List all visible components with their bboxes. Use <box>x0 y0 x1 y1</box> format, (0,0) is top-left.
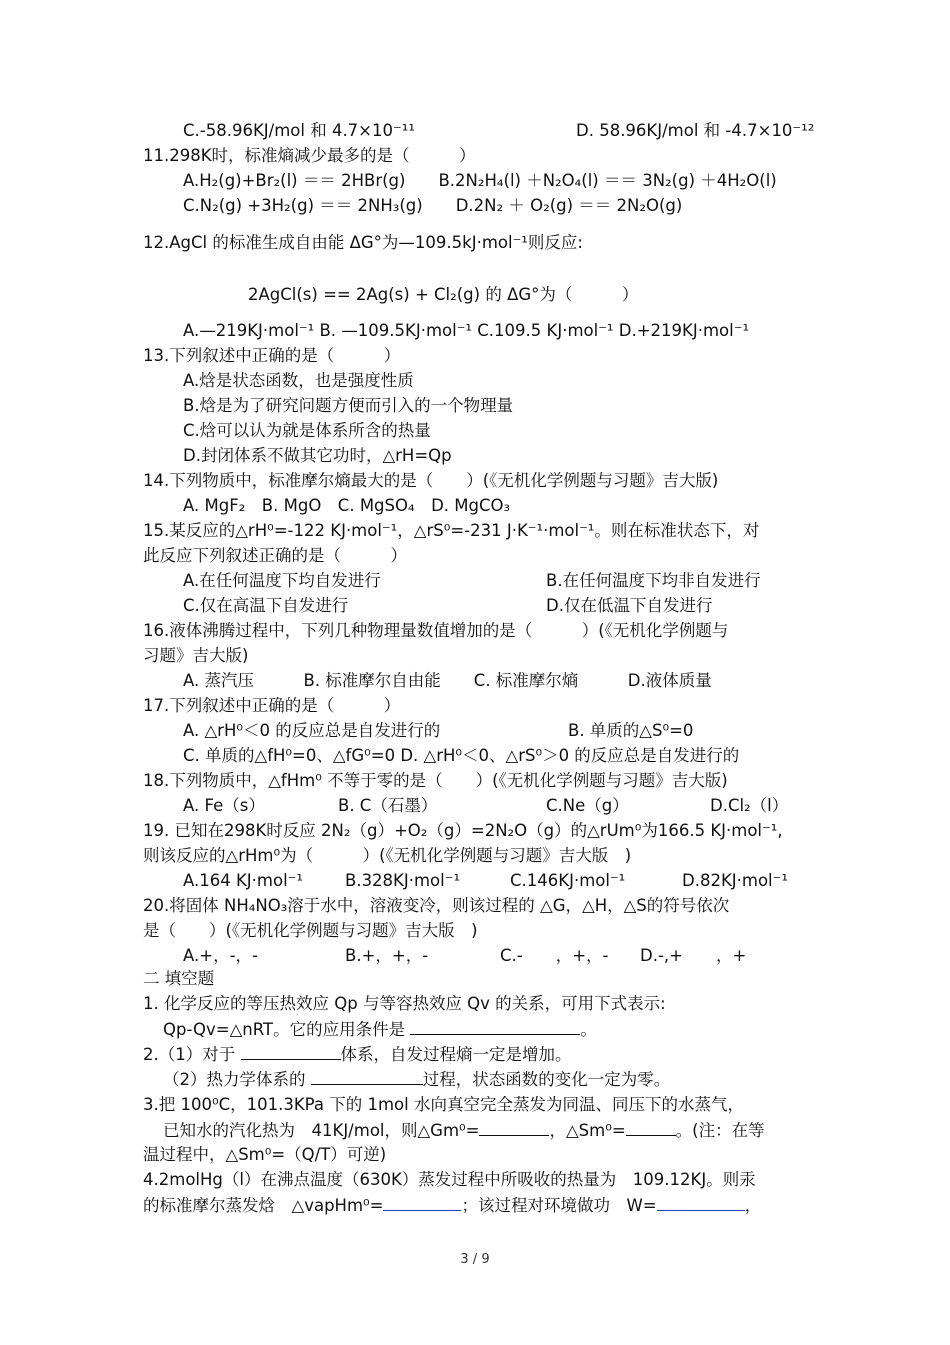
fill-q4-stem: 4.2molHg（l）在沸点温度（630K）蒸发过程中所吸收的热量为 109.12KJ。则汞 <box>143 1170 756 1189</box>
q11-stem: 11.298K时，标准熵减少最多的是（ ） <box>143 146 476 165</box>
q14-stem: 14.下列物质中，标准摩尔熵最大的是（ ）(《无机化学例题与习题》吉大版) <box>143 471 719 490</box>
fill-q3-line2 <box>163 1119 765 1142</box>
fill-q3-text: 已知水的汽化热为 41KJ/mol，则△Gm⁰= <box>163 1121 480 1140</box>
q19-option-c: C.146KJ·mol⁻¹ <box>510 871 626 890</box>
q20-stem-cont: 是（ ）(《无机化学例题与习题》吉大版 ) <box>143 921 478 940</box>
q14-options: A. MgF₂ B. MgO C. MgSO₄ D. MgCO₃ <box>183 496 511 515</box>
q19-stem: 19. 已知在298K时反应 2N₂（g）+O₂（g）=2N₂O（g）的△rUm⁰为166.5 KJ·mol⁻¹, <box>143 821 783 840</box>
q15-stem: 15.某反应的△rH⁰=-122 KJ·mol⁻¹，△rS⁰=-231 J·K⁻¹·mol⁻¹。则在标准状态下，对 <box>143 521 760 540</box>
fill-q2-blank-2[interactable] <box>311 1068 423 1085</box>
q16-stem-cont: 习题》吉大版) <box>143 646 249 665</box>
q18-option-c: C.Ne（g） <box>546 796 629 815</box>
fill-q1-stem: 1. 化学反应的等压热效应 Qp 与等容热效应 Qv 的关系，可用下式表示: <box>143 994 666 1013</box>
fill-q4-mid: ；该过程对环境做功 W= <box>461 1196 657 1215</box>
q20-option-a: A.+，-，- <box>183 946 258 965</box>
fill-q2-part2 <box>163 1068 670 1091</box>
fill-q2-part1-text: 2.（1）对于 <box>143 1045 236 1064</box>
fill-q4-line2 <box>143 1194 761 1217</box>
q13-stem: 13.下列叙述中正确的是（ ） <box>143 346 401 365</box>
q19-option-a: A.164 KJ·mol⁻¹ <box>183 871 303 890</box>
fill-q2-part2-text: （2）热力学体系的 <box>163 1070 306 1089</box>
fill-q1-text: Qp-Qv=△nRT。它的应用条件是 <box>163 1020 406 1039</box>
q12-stem: 12.AgCl 的标准生成自由能 ΔG°为—109.5kJ·mol⁻¹则反应: <box>143 233 583 252</box>
q16-stem: 16.液体沸腾过程中，下列几种物理量数值增加的是（ ）(《无机化学例题与 <box>143 621 729 640</box>
fill-q2-part2-end: 过程，状态函数的变化一定为零。 <box>422 1070 671 1089</box>
q18-stem: 18.下列物质中，△fHm⁰ 不等于零的是（ ）(《无机化学例题与习题》吉大版) <box>143 771 728 790</box>
q15-option-b: B.在任何温度下均非自发进行 <box>546 571 761 590</box>
q10-option-c: C.-58.96KJ/mol 和 4.7×10⁻¹¹ <box>183 121 415 140</box>
fill-q3-blank-sm[interactable] <box>626 1119 676 1136</box>
q15-option-d: D.仅在低温下自发进行 <box>546 596 713 615</box>
fill-q2-blank-1[interactable] <box>241 1043 341 1060</box>
fill-q2-part1 <box>143 1043 572 1066</box>
q11-options-cd: C.N₂(g) +3H₂(g) ＝＝ 2NH₃(g) D.2N₂ ＋ O₂(g) ＝＝ 2N₂O(g) <box>183 196 683 215</box>
fill-q3-blank-gm[interactable] <box>479 1119 549 1136</box>
q12-options: A.—219KJ·mol⁻¹ B. —109.5KJ·mol⁻¹ C.109.5 KJ·mol⁻¹ D.+219KJ·mol⁻¹ <box>183 321 750 340</box>
q20-option-d: D.-,+ ，+ <box>640 946 747 965</box>
q20-option-c: C.- ，+，- <box>500 946 609 965</box>
fill-q2-part1-end: 体系，自发过程熵一定是增加。 <box>340 1045 572 1064</box>
fill-q4-blank-vaphm[interactable] <box>383 1194 461 1211</box>
q20-stem: 20.将固体 NH₄NO₃溶于水中，溶液变冷，则该过程的 △G，△H，△S的符号依次 <box>143 896 730 915</box>
q13-option-b: B.焓是为了研究问题方便而引入的一个物理量 <box>183 396 514 415</box>
fill-q4-end: ， <box>744 1196 762 1215</box>
q19-stem-cont: 则该反应的△rHm⁰为（ ）(《无机化学例题与习题》吉大版 ) <box>143 846 632 865</box>
page-number: 3 / 9 <box>460 1252 490 1267</box>
fill-q3-note: 温过程中，△Sm⁰=（Q/T）可逆) <box>143 1145 387 1164</box>
q16-options: A. 蒸汽压 B. 标准摩尔自由能 C. 标准摩尔熵 D.液体质量 <box>183 671 712 690</box>
fill-q4-text: 的标准摩尔蒸发焓 △vapHm⁰= <box>143 1196 384 1215</box>
q11-options-ab: A.H₂(g)+Br₂(l) ＝＝ 2HBr(g) B.2N₂H₄(l) ＋N₂O₄(l) ＝＝ 3N₂(g) ＋4H₂O(l) <box>183 171 777 190</box>
q20-option-b: B.+，+，- <box>345 946 429 965</box>
q19-option-b: B.328KJ·mol⁻¹ <box>345 871 461 890</box>
q17-option-a: A. △rH⁰＜0 的反应总是自发进行的 <box>183 721 441 740</box>
fill-q1-line2 <box>163 1018 597 1041</box>
fill-q4-blank-w[interactable] <box>657 1194 745 1211</box>
section-heading: 二 填空题 <box>143 969 215 988</box>
q15-option-a: A.在任何温度下均自发进行 <box>183 571 381 590</box>
fill-q3-mid: ，△Sm⁰= <box>549 1121 626 1140</box>
q19-option-d: D.82KJ·mol⁻¹ <box>682 871 788 890</box>
q17-stem: 17.下列叙述中正确的是（ ） <box>143 696 401 715</box>
q13-option-a: A.焓是状态函数，也是强度性质 <box>183 371 414 390</box>
q18-option-b: B. C（石墨） <box>338 796 438 815</box>
q15-option-c: C.仅在高温下自发进行 <box>183 596 349 615</box>
q12-reaction: 2AgCl(s) == 2Ag(s) + Cl₂(g) 的 ΔG°为（ ） <box>248 285 639 304</box>
fill-q1-end: 。 <box>580 1020 597 1039</box>
q18-option-d: D.Cl₂（l） <box>710 796 789 815</box>
q17-options-cd: C. 单质的△fH⁰=0、△fG⁰=0 D. △rH⁰＜0、△rS⁰＞0 的反应总是自发进行的 <box>183 746 740 765</box>
q18-option-a: A. Fe（s） <box>183 796 265 815</box>
fill-q1-blank[interactable] <box>410 1018 580 1035</box>
fill-q3-stem: 3.把 100⁰C，101.3KPa 下的 1mol 水向真空完全蒸发为同温、同压下的水蒸气， <box>143 1095 744 1114</box>
q13-option-d: D.封闭体系不做其它功时，△rH=Qp <box>183 446 452 465</box>
q13-option-c: C.焓可以认为就是体系所含的热量 <box>183 421 431 440</box>
q10-option-d: D. 58.96KJ/mol 和 -4.7×10⁻¹² <box>576 121 815 140</box>
fill-q3-end: 。(注：在等 <box>675 1121 765 1140</box>
q17-option-b: B. 单质的△S⁰=0 <box>568 721 694 740</box>
q15-stem-cont: 此反应下列叙述正确的是（ ） <box>143 546 407 565</box>
